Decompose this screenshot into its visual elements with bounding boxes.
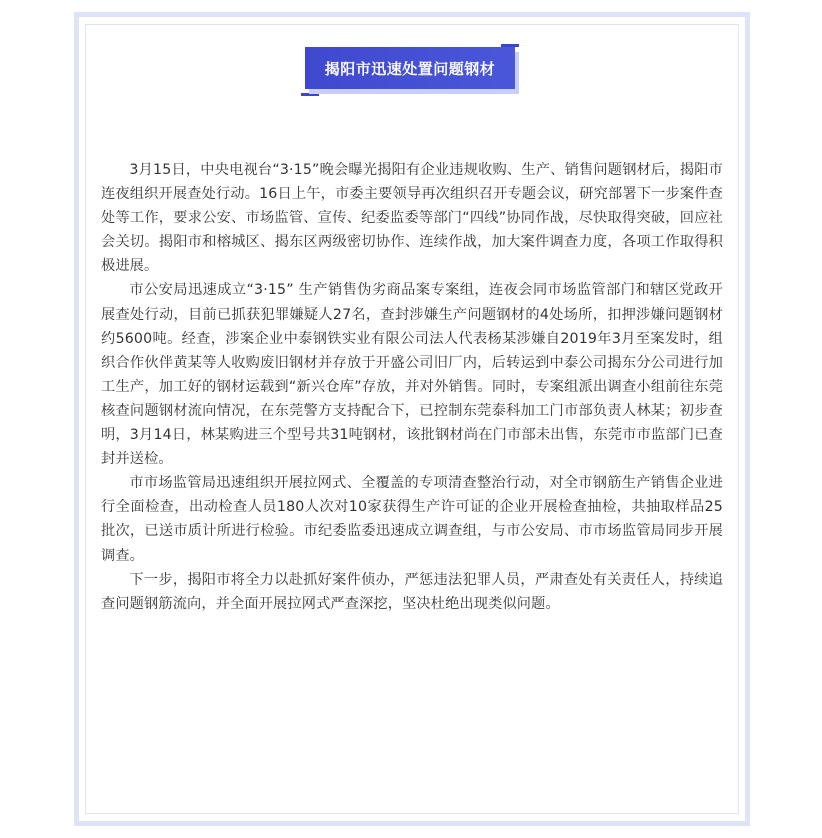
paragraph-1: 3月15日，中央电视台“3·15”晚会曝光揭阳有企业违规收购、生产、销售问题钢材后，揭阳市连夜组织开展查处行动。16日上午，市委主要领导再次组织召开专题会议，研究部署下一步案件查处等工作，要求公安、市场监管、宣传、纪委监委等部门“四线”协同作战，尽快取得突破，回应社会关切。揭阳市和榕城区、揭东区两级密切协作、连续作战，加大案件调查力度，各项工作取得积极进展。: [101, 162, 723, 275]
paragraph-4: 下一步，揭阳市将全力以赴抓好案件侦办，严惩违法犯罪人员，严肃查处有关责任人，持续追查问题钢筋流向，并全面开展拉网式严查深挖，坚决杜绝出现类似问题。: [101, 571, 723, 612]
article-title: 揭阳市迅速处置问题钢材: [324, 59, 496, 78]
article-body: [101, 158, 723, 616]
title-banner: [301, 40, 519, 96]
paragraph-3: 市市场监管局迅速组织开展拉网式、全覆盖的专项清查整治行动，对全市钢筋生产销售企业进行全面检查，出动检查人员180人次对10家获得生产许可证的企业开展检查抽检，共抽取样品25批次，已送市质计所进行检验。市纪委监委迅速成立调查组，与市公安局、市市场监管局同步开展调查。: [101, 475, 723, 564]
title-corner-accent-bottom: [301, 93, 319, 96]
title-box: [305, 47, 515, 89]
paragraph-2: 市公安局迅速成立“3·15” 生产销售伪劣商品案专案组，连夜会同市场监管部门和辖区党政开展查处行动，目前已抓获犯罪嫌疑人27名，查封涉嫌生产问题钢材的4处场所，扣押涉嫌问题钢材约5600吨。经查，涉案企业中泰钢铁实业有限公司法人代表杨某涉嫌自2019年3月至案发时，组织合作伙伴黄某等人收购废旧钢材并存放于开盛公司旧厂内，后转运到中泰公司揭东分公司进行加工生产，加工好的钢材运载到“新兴仓库”存放，并对外销售。同时，专案组派出调查小组前往东莞核查问题钢材流向情况，在东莞警方支持配合下，已控制东莞泰科加工门市部负责人林某；初步查明，3月14日，林某购进三个型号共31吨钢材，该批钢材尚在门市部未出售，东莞市市监部门已查封并送检。: [101, 282, 723, 468]
